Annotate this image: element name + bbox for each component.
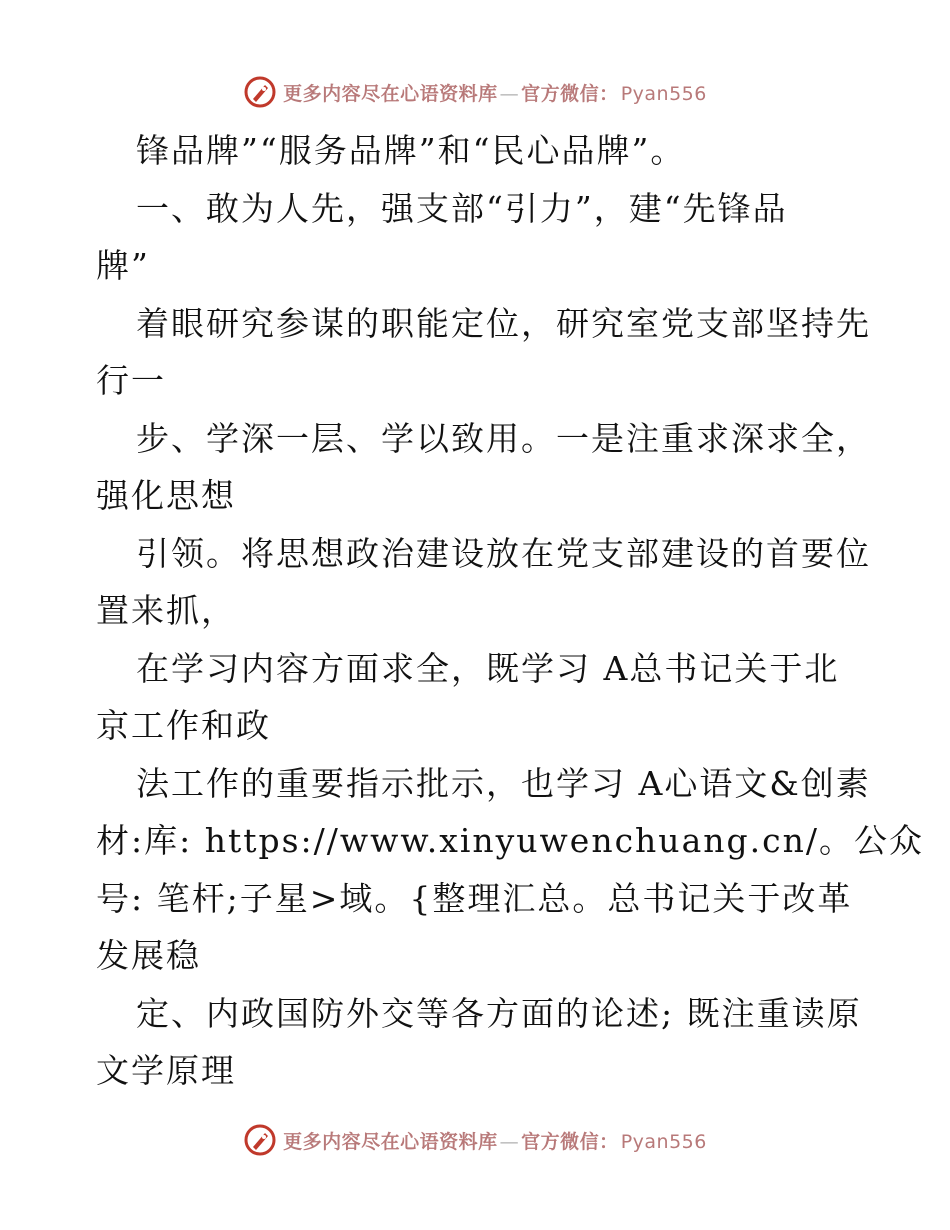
footer-banner — [0, 1120, 950, 1160]
body-line: 文学原理 — [96, 1051, 236, 1090]
pen-nib-logo-icon — [243, 75, 277, 109]
body-line: 一、敢为人先，强支部“引力”，建“先锋品 — [136, 188, 788, 228]
footer-banner-text: 更多内容尽在心语资料库 — 官方微信： Pyan556 — [283, 1130, 707, 1153]
body-line: 发展稳 — [96, 936, 201, 975]
wechat-id: Pyan556 — [620, 82, 707, 105]
wechat-id: Pyan556 — [620, 1130, 707, 1153]
body-line: 引领。将思想政治建设放在党支部建设的首要位 — [136, 533, 871, 573]
header-banner — [0, 72, 950, 112]
body-line: 着眼研究参谋的职能定位，研究室党支部坚持先 — [136, 303, 871, 343]
body-line: 在学习内容方面求全，既学习 A总书记关于北 — [136, 648, 840, 688]
body-line: 京工作和政 — [96, 706, 271, 745]
body-line: 号: 笔杆;子星>域。{整理汇总。总书记关于改革 — [96, 878, 853, 918]
body-line: 材:库: https://www.xinyuwenchuang.cn/。公众 — [96, 821, 924, 860]
body-line: 牌” — [96, 246, 150, 285]
document-body — [96, 122, 924, 1100]
header-banner-text: 更多内容尽在心语资料库 — 官方微信： Pyan556 — [283, 82, 707, 105]
body-line: 法工作的重要指示批示，也学习 A心语文&创素 — [136, 763, 871, 803]
body-line: 置来抓， — [96, 591, 236, 630]
body-line: 锋品牌”“服务品牌”和“民心品牌”。 — [136, 131, 686, 170]
pen-nib-logo-icon — [243, 1123, 277, 1157]
body-line: 强化思想 — [96, 476, 236, 515]
body-line: 定、内政国防外交等各方面的论述; 既注重读原 — [136, 993, 862, 1033]
body-line: 步、学深一层、学以致用。一是注重求深求全， — [136, 418, 871, 458]
body-line: 行一 — [96, 361, 166, 400]
